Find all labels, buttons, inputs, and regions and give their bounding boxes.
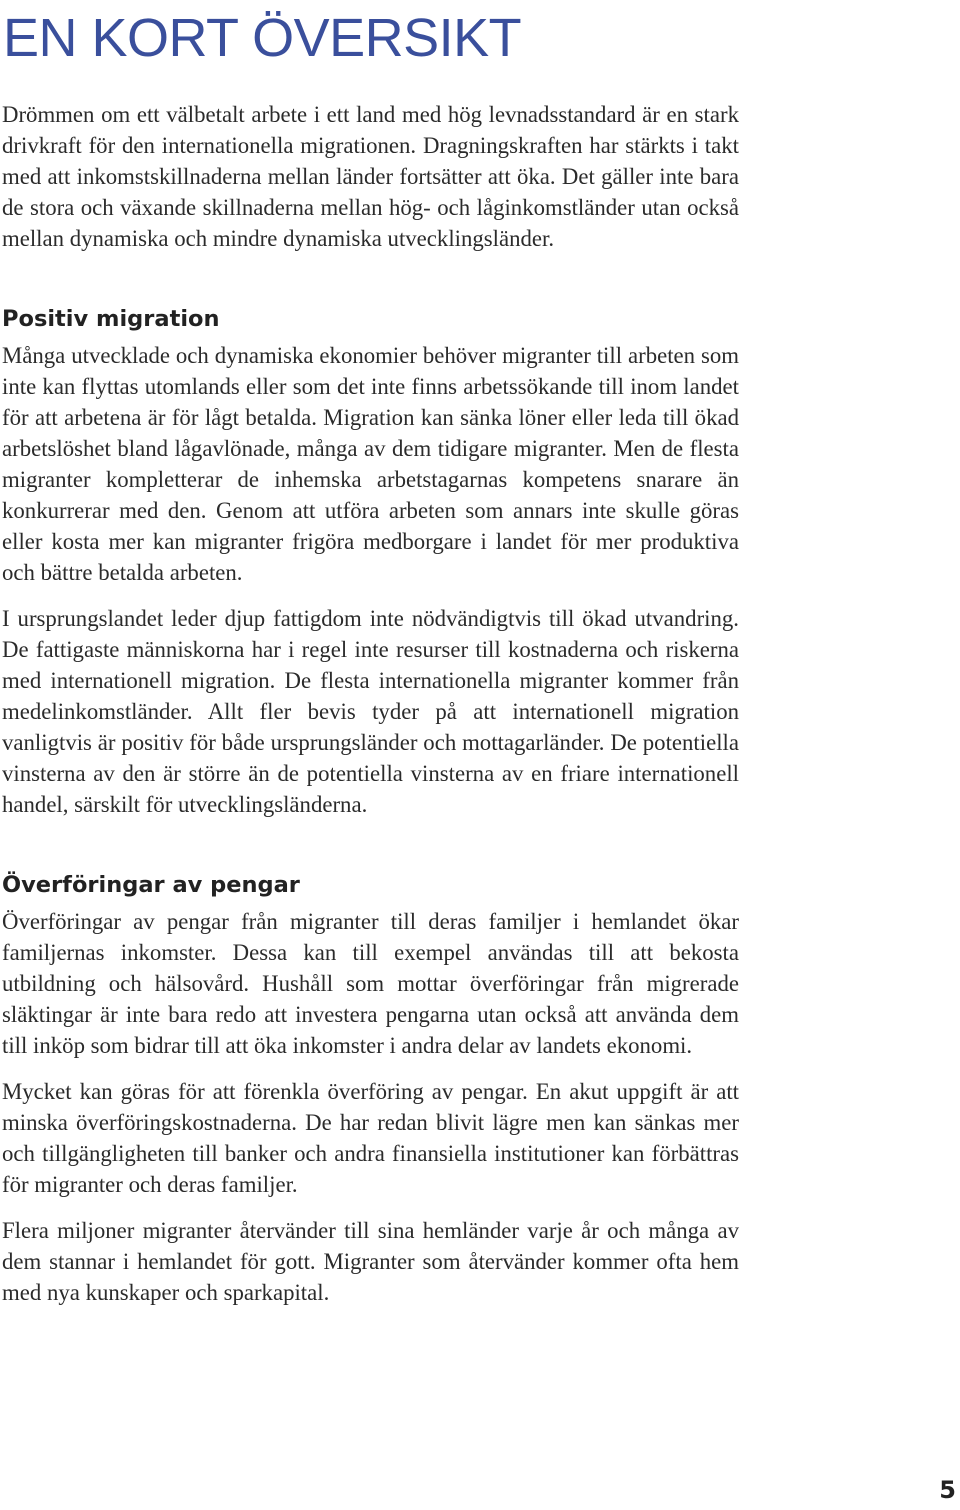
page-title: EN KORT ÖVERSIKT: [3, 8, 522, 68]
section-heading-overforingar: Överföringar av pengar: [2, 872, 300, 898]
article-body: [2, 99, 739, 1308]
paragraph: Mycket kan göras för att förenkla överföring av pengar. En akut uppgift är att minska överföringskostnaderna. De har redan blivit lägre men kan sänkas mer och tillgängligheten till banker och andra finansiella institutioner kan förbättras för migranter och deras familjer.: [2, 1079, 739, 1197]
paragraph: Flera miljoner migranter återvänder till sina hemländer varje år och många av dem stannar i hemlandet för gott. Migranter som återvänder kommer ofta hem med nya kunskaper och sparkapital.: [2, 1218, 739, 1305]
section-spacer: [2, 820, 739, 870]
section-spacer: [2, 254, 739, 304]
intro-paragraph: Drömmen om ett välbetalt arbete i ett land med hög levnadsstandard är en stark drivkraft för den internationella migrationen. Dragningskraften har stärkts i takt med att inkomstskillnaderna mellan länder fortsätter att öka. Det gäller inte bara de stora och växande skillnaderna mellan hög- och låginkomstländer utan också mellan dynamiska och mindre dynamiska utvecklingsländer.: [2, 102, 739, 251]
paragraph: Överföringar av pengar från migranter till deras familjer i hemlandet ökar familjernas inkomster. Dessa kan till exempel användas till att bekosta utbildning och hälsovård. Hushåll som mottar överföringar från migrerade släktingar är inte bara redo att investera pengarna utan också att använda dem till inköp som bidrar till att öka inkomster i andra delar av landets ekonomi.: [2, 909, 739, 1058]
section-heading-positiv-migration: Positiv migration: [2, 306, 220, 332]
paragraph: I ursprungslandet leder djup fattigdom inte nödvändigtvis till ökad utvandring. De fattigaste människorna har i regel inte resurser till kostnaderna och riskerna med internationell migration. De flesta internationella migranter kommer från medelinkomstländer. Allt fler bevis tyder på att internationell migration vanligtvis är positiv för både ursprungsländer och mottagarländer. De potentiella vinsterna av den är större än de potentiella vinsterna av en friare internationell handel, särskilt för utvecklingsländerna.: [2, 606, 739, 817]
paragraph: Många utvecklade och dynamiska ekonomier behöver migranter till arbeten som inte kan flyttas utomlands eller som det inte finns arbetssökande till inom landet för att arbetena är för lågt betalda. Migration kan sänka löner eller leda till ökad arbetslöshet bland lågavlönade, många av dem tidigare migranter. Men de flesta migranter kompletterar de inhemska arbetstagarnas kompetens snarare än konkurrerar med den. Genom att utföra arbeten som annars inte skulle göras eller kosta mer kan migranter frigöra medborgare i landet för mer produktiva och bättre betalda arbeten.: [2, 343, 739, 585]
page-number: 5: [939, 1476, 956, 1504]
